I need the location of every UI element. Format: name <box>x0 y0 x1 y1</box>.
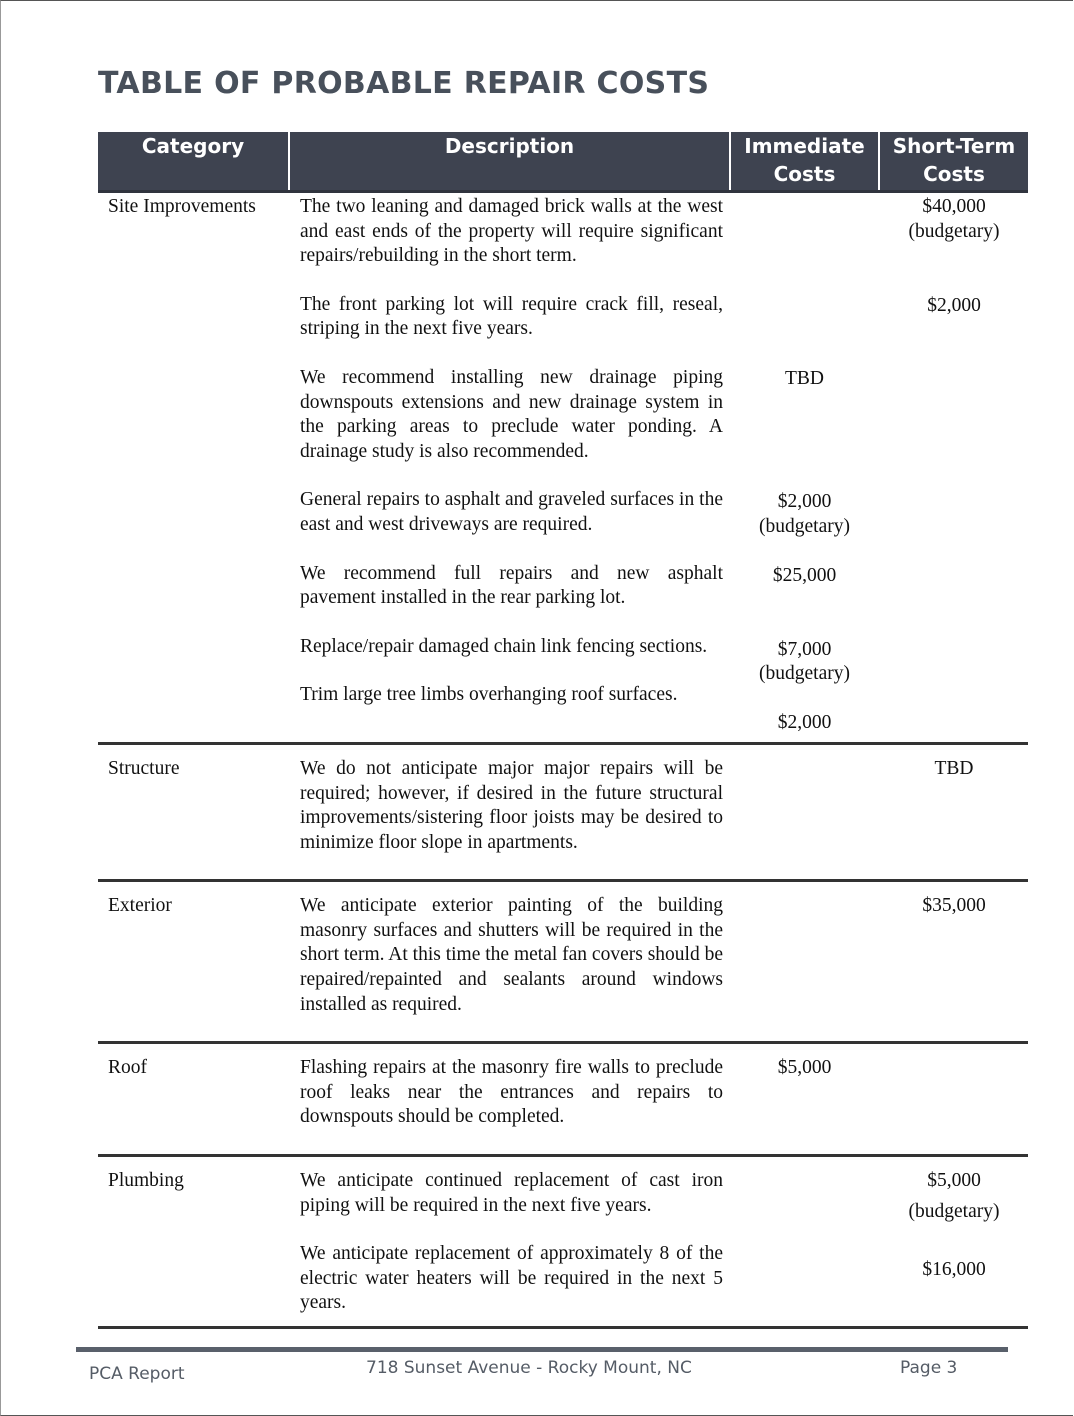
short-term-cost-cell <box>879 1043 1028 1156</box>
short-term-cost-note: (budgetary) <box>908 1200 1000 1222</box>
repair-costs-table <box>98 132 1028 1316</box>
description-text: We anticipate replacement of approximately 8 of the electric water heaters will be required in the next 5 years. <box>300 1243 723 1314</box>
short-term-cost: $40,000 <box>922 196 986 217</box>
immediate-cost: $25,000 <box>772 564 837 586</box>
category-cell: Site Improvements <box>108 196 256 217</box>
immediate-cost: $2,000 <box>777 712 832 734</box>
immediate-cost: $2,000 <box>777 491 832 512</box>
footer-page-number: Page 3 <box>900 1358 958 1378</box>
description-cell <box>289 743 730 880</box>
category-cell: Exterior <box>98 881 289 1043</box>
header-short-term-costs: Short-Term Costs <box>879 132 1028 192</box>
table-bottom-rule <box>98 1326 1028 1329</box>
short-term-cost-cell: TBD <box>879 743 1028 880</box>
immediate-cost-note: (budgetary) <box>759 663 850 685</box>
immediate-cost-cell <box>730 1156 879 1316</box>
header-description: Description <box>289 132 730 192</box>
footer-rule <box>76 1347 1008 1352</box>
immediate-cost: TBD <box>785 368 824 389</box>
short-term-cost-cell: $35,000 <box>879 881 1028 1043</box>
description-text: Trim large tree limbs overhanging roof surfaces. <box>300 684 678 706</box>
short-term-cost: $5,000 <box>927 1170 981 1192</box>
table-row <box>98 881 1028 1043</box>
short-term-cost-cell <box>879 192 1028 744</box>
description-text: We recommend full repairs and new asphalt pavement installed in the rear parking lot. <box>300 562 723 609</box>
immediate-cost-cell <box>730 192 879 744</box>
short-term-cost-note: (budgetary) <box>908 220 1000 242</box>
short-term-cost-cell <box>879 1156 1028 1316</box>
category-cell: Plumbing <box>98 1156 289 1316</box>
header-category: Category <box>98 132 289 192</box>
table-row <box>98 192 1028 744</box>
short-term-cost: $2,000 <box>927 294 981 316</box>
header-immediate-costs: Immediate Costs <box>730 132 879 192</box>
category-cell: Roof <box>98 1043 289 1156</box>
immediate-cost: $7,000 <box>777 638 832 660</box>
description-text: Flashing repairs at the masonry fire walls to preclude roof leaks near the entrances and repairs to downspouts should be completed. <box>300 1057 723 1128</box>
footer-report-name: PCA Report <box>89 1364 185 1384</box>
table-row <box>98 1156 1028 1316</box>
description-text: The front parking lot will require crack fill, reseal, striping in the next five years. <box>300 293 723 340</box>
description-text: The two leaning and damaged brick walls at the west and east ends of the property will require significant repairs/rebuilding in the short term. <box>300 196 723 267</box>
page-title: TABLE OF PROBABLE REPAIR COSTS <box>98 66 710 101</box>
description-text: We anticipate continued replacement of cast iron piping will be required in the next five years. <box>300 1170 723 1216</box>
footer-address: 718 Sunset Avenue - Rocky Mount, NC <box>366 1358 692 1378</box>
description-cell <box>289 192 730 744</box>
immediate-cost-cell <box>730 743 879 880</box>
description-text: We do not anticipate major major repairs will be required; however, if desired in the future structural improvements/sistering floor joists may be desired to minimize floor slope in apartments. <box>300 757 723 853</box>
description-cell <box>289 881 730 1043</box>
immediate-cost-cell: $5,000 <box>730 1043 879 1156</box>
short-term-cost: $16,000 <box>922 1259 986 1281</box>
table-row <box>98 743 1028 880</box>
description-text: Replace/repair damaged chain link fencing sections. <box>300 635 708 657</box>
description-cell <box>289 1156 730 1316</box>
description-text: We anticipate exterior painting of the building masonry surfaces and shutters will be required in the short term. At this time the metal fan covers should be repaired/repainted and sealants around windows installed as required. <box>300 895 723 1015</box>
category-cell: Structure <box>98 743 289 880</box>
description-cell <box>289 1043 730 1156</box>
description-text: We recommend installing new drainage piping downspouts extensions and new drainage system in the parking areas to preclude water ponding. A drainage study is also recommended. <box>300 366 723 462</box>
immediate-cost-note: (budgetary) <box>759 515 850 537</box>
table-header-row <box>98 132 1028 192</box>
table-row <box>98 1043 1028 1156</box>
description-text: General repairs to asphalt and graveled surfaces in the east and west driveways are required. <box>300 489 723 535</box>
immediate-cost-cell <box>730 881 879 1043</box>
